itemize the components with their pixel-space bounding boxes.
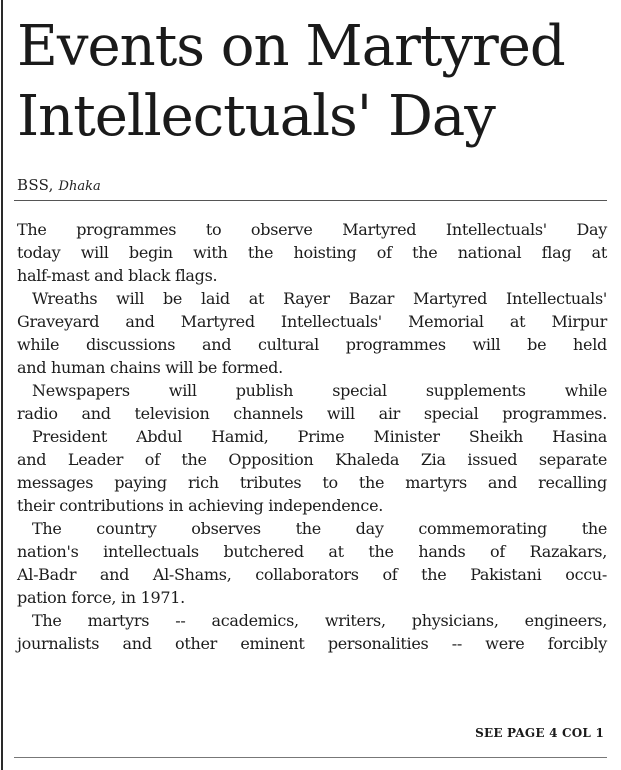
byline-agency: BSS,	[17, 176, 54, 194]
article-body	[17, 218, 607, 655]
text-line: The programmes to observe Martyred Intellectuals' Day	[17, 220, 607, 239]
text-line: The country observes the day commemorating the	[32, 519, 607, 538]
byline	[17, 176, 101, 194]
paragraph	[17, 425, 607, 517]
text-line: half-mast and black flags.	[17, 266, 218, 285]
paragraph	[17, 517, 607, 609]
paragraph	[17, 609, 607, 655]
text-line: messages paying rich tributes to the martyrs and recalling	[17, 473, 607, 492]
continuation-jump-line: SEE PAGE 4 COL 1	[475, 726, 604, 740]
text-line: Wreaths will be laid at Rayer Bazar Martyred Intellectuals'	[32, 289, 607, 308]
text-line: nation's intellectuals butchered at the hands of Razakars,	[17, 542, 607, 561]
text-line: President Abdul Hamid, Prime Minister Sheikh Hasina	[32, 427, 607, 446]
bottom-divider	[14, 757, 607, 758]
headline	[17, 12, 617, 152]
text-line: Newspapers will publish special supplements while	[32, 381, 607, 400]
headline-line-2: Intellectuals' Day	[17, 84, 495, 149]
text-line: journalists and other eminent personalities -- were forcibly	[17, 634, 607, 653]
byline-dateline: Dhaka	[58, 179, 101, 194]
headline-line-1: Events on Martyred	[17, 14, 565, 79]
text-line: while discussions and cultural programmes will be held	[17, 335, 607, 354]
column-rule	[1, 0, 3, 770]
text-line: and human chains will be formed.	[17, 358, 283, 377]
paragraph	[17, 287, 607, 379]
byline-divider	[14, 200, 607, 201]
text-line: today will begin with the hoisting of the national flag at	[17, 243, 607, 262]
text-line: Graveyard and Martyred Intellectuals' Memorial at Mirpur	[17, 312, 607, 331]
paragraph	[17, 218, 607, 287]
text-line: Al-Badr and Al-Shams, collaborators of the Pakistani occu-	[17, 565, 607, 584]
paragraph	[17, 379, 607, 425]
text-line: and Leader of the Opposition Khaleda Zia issued separate	[17, 450, 607, 469]
text-line: their contributions in achieving independence.	[17, 496, 384, 515]
text-line: The martyrs -- academics, writers, physicians, engineers,	[32, 611, 607, 630]
text-line: radio and television channels will air special programmes.	[17, 404, 607, 423]
text-line: pation force, in 1971.	[17, 588, 185, 607]
